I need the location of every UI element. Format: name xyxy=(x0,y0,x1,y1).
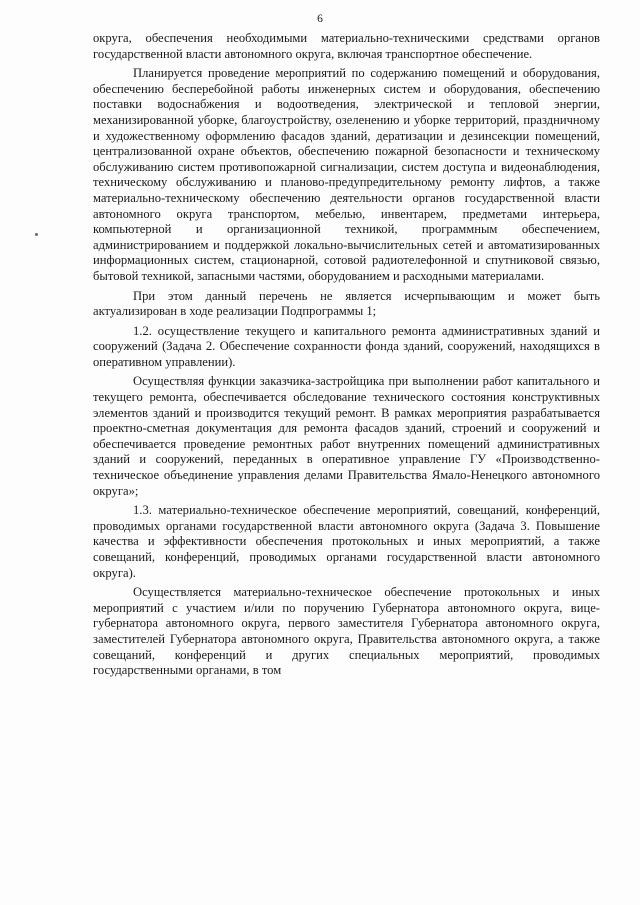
paragraph-continuation: округа, обеспечения необходимыми материально-техническими средствами органов государственной власти автономного округа, включая транспортное обеспечение. xyxy=(93,31,600,61)
paragraph-protocol-support: Осуществляется материально-техническое обеспечение протокольных и иных мероприятий с участием и/или по поручению Губернатора автономного округа, вице-губернатора автономного округа, первого заместителя Губернатора автономного округа, заместителей Губернатора автономного округа, Правительства автономного округа, а также совещаний, конференций и других специальных мероприятий, проводимых государственными органами, в том xyxy=(93,585,600,678)
paragraph-repair-functions: Осуществляя функции заказчика-застройщика при выполнении работ капитального и текущего ремонта, обеспечивается обследование технического состояния конструктивных элементов зданий и производится текущий ремонт. В рамках мероприятия разрабатывается проектно-сметная документация для ремонта фасадов зданий, строений и сооружений и обеспечивается проведение ремонтных работ внутренних помещений административных зданий и сооружений, переданных в оперативное управление ГУ «Производственно-техническое объединение управления делами Правительства Ямало-Ненецкого автономного округа»; xyxy=(93,374,600,498)
paragraph-planned-measures: Планируется проведение мероприятий по содержанию помещений и оборудования, обеспечению бесперебойной работы инженерных систем и оборудования, обеспечению поставки водоснабжения и водоотведения, электрической и тепловой энергии, механизированной уборке, благоустройству, озеленению и уборке территорий, праздничному и художественному оформлению фасадов зданий, дератизации и дезинсекции помещений, централизованной охране объектов, обеспечению пожарной безопасности и техническому обслуживанию систем противопожарной сигнализации, систем доступа и видеонаблюдения, техническому обслуживанию и планово-предупредительному ремонту лифтов, а также материально-техническому обеспечению деятельности органов государственной власти автономного округа транспортом, мебелью, инвентарем, предметами интерьера, компьютерной и организационной техникой, программным обеспечением, администрированием и поддержкой локально-вычислительных сетей и автоматизированных информационных систем, стационарной, сотовой радиотелефонной и спутниковой связью, бытовой техникой, запасными частями, оборудованием и расходными материалами. xyxy=(93,66,600,283)
paragraph-list-note: При этом данный перечень не является исчерпывающим и может быть актуализирован в ходе реализации Подпрограммы 1; xyxy=(93,288,600,319)
page-number: 6 xyxy=(317,13,323,25)
margin-mark xyxy=(35,233,38,236)
body-text xyxy=(93,31,600,683)
paragraph-item-1-3: 1.3. материально-техническое обеспечение мероприятий, совещаний, конференций, проводимых органами государственной власти автономного округа (Задача 3. Повышение качества и эффективности обеспечения протокольных и иных мероприятий, а также совещаний, конференций, проводимых органами государственной власти автономного округа). xyxy=(93,503,600,580)
paragraph-item-1-2: 1.2. осуществление текущего и капитального ремонта административных зданий и сооружений (Задача 2. Обеспечение сохранности фонда зданий, сооружений, находящихся в оперативном управлении). xyxy=(93,323,600,369)
